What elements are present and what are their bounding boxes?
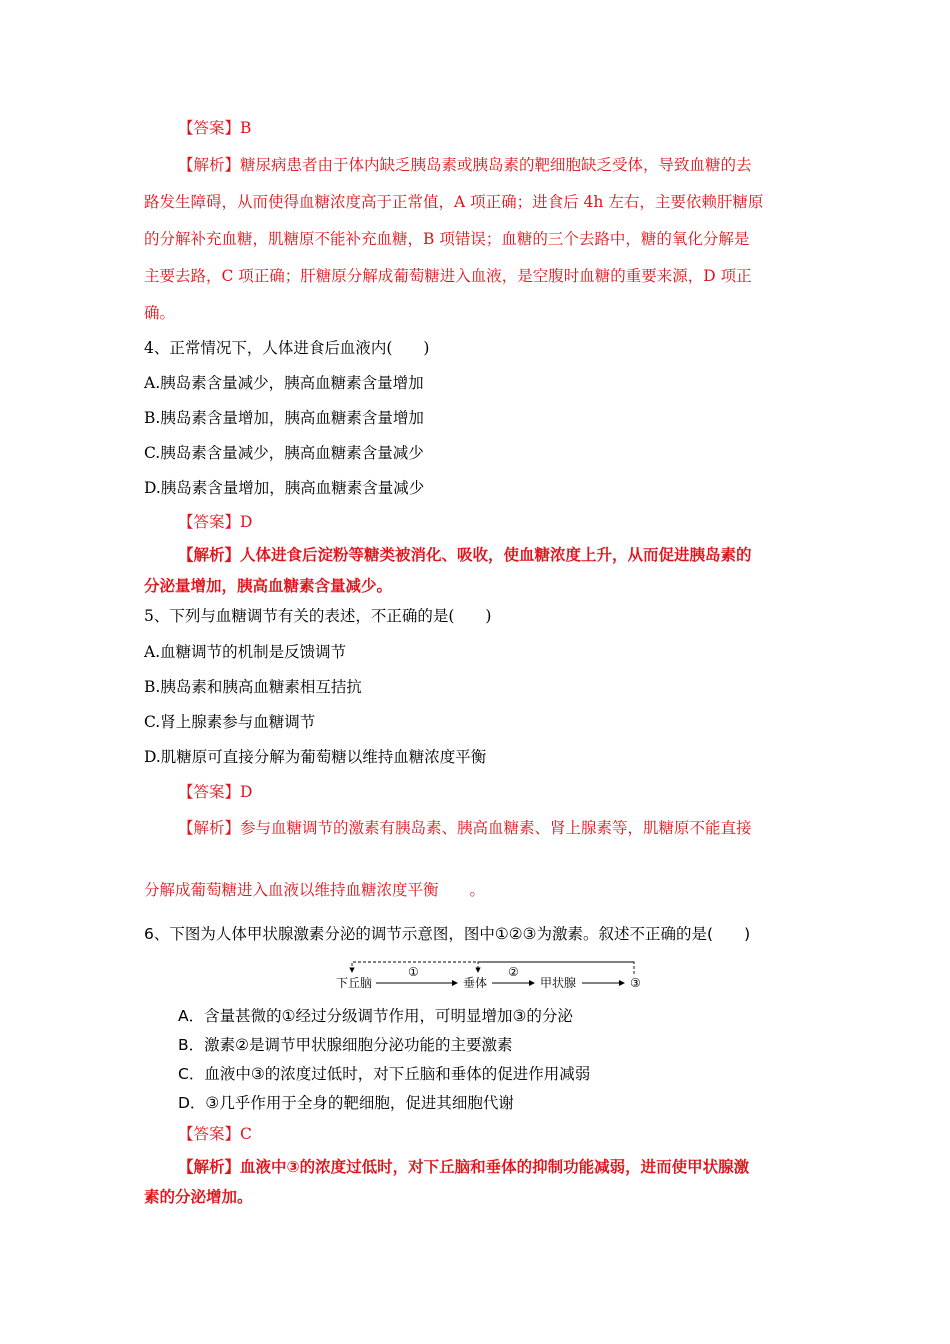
- q3-analysis-line-4: 主要去路，C 项正确；肝糖原分解成葡萄糖进入血液，是空腹时血糖的重要来源，D 项正: [144, 267, 752, 285]
- feedback-dashed-arrow-2: [478, 962, 634, 972]
- node-hypothalamus: 下丘脑: [336, 976, 373, 990]
- q4-option-d: D.胰岛素含量增加，胰高血糖素含量减少: [144, 479, 425, 497]
- q3-analysis-line-3: 的分解补充血糖，肌糖原不能补充血糖，B 项错误；血糖的三个去路中，糖的氧化分解是: [144, 230, 750, 248]
- thyroid-regulation-diagram: [330, 960, 660, 1000]
- node-hormone-3: ③: [630, 976, 641, 990]
- q6-analysis-line-2: 素的分泌增加。: [144, 1188, 253, 1206]
- q3-answer: 【答案】B: [178, 119, 252, 137]
- feedback-dashed-arrow: [352, 962, 634, 974]
- arrow-2-label: ②: [508, 965, 519, 979]
- q6-option-c: C．血液中③的浓度过低时，对下丘脑和垂体的促进作用减弱: [178, 1065, 591, 1083]
- q5-analysis-line-1: 【解析】参与血糖调节的激素有胰岛素、胰高血糖素、肾上腺素等，肌糖原不能直接: [178, 819, 752, 837]
- q3-analysis-line-1: 【解析】糖尿病患者由于体内缺乏胰岛素或胰岛素的靶细胞缺乏受体，导致血糖的去: [178, 156, 752, 174]
- q6-option-b: B．激素②是调节甲状腺细胞分泌功能的主要激素: [178, 1036, 513, 1054]
- q3-analysis-line-2: 路发生障碍，从而使得血糖浓度高于正常值，A 项正确；进食后 4h 左右，主要依赖肝糖原: [144, 193, 764, 211]
- q3-analysis-line-5: 确。: [144, 304, 176, 322]
- q6-answer: 【答案】C: [178, 1125, 252, 1143]
- q4-option-c: C.胰岛素含量减少，胰高血糖素含量减少: [144, 444, 424, 462]
- q4-question: 4、正常情况下，人体进食后血液内( ): [144, 339, 430, 357]
- q6-option-a: A．含量甚微的①经过分级调节作用，可明显增加③的分泌: [178, 1007, 573, 1025]
- q4-analysis-line-2: 分泌量增加，胰高血糖素含量减少。: [144, 577, 393, 595]
- q4-analysis-line-1: 【解析】人体进食后淀粉等糖类被消化、吸收，使血糖浓度上升，从而促进胰岛素的: [178, 546, 752, 564]
- q6-option-d: D．③几乎作用于全身的靶细胞，促进其细胞代谢: [178, 1094, 514, 1112]
- q5-analysis-line-2: 分解成葡萄糖进入血液以维持血糖浓度平衡 。: [144, 881, 486, 899]
- arrow-1-label: ①: [408, 965, 419, 979]
- q6-question: 6、下图为人体甲状腺激素分泌的调节示意图，图中①②③为激素。叙述不正确的是( ): [144, 925, 751, 943]
- q5-answer: 【答案】D: [178, 783, 253, 801]
- q4-answer: 【答案】D: [178, 513, 253, 531]
- q4-option-b: B.胰岛素含量增加，胰高血糖素含量增加: [144, 409, 424, 427]
- q5-option-d: D.肌糖原可直接分解为葡萄糖以维持血糖浓度平衡: [144, 748, 487, 766]
- node-thyroid: 甲状腺: [540, 976, 577, 990]
- q5-option-b: B.胰岛素和胰高血糖素相互拮抗: [144, 678, 362, 696]
- node-pituitary: 垂体: [463, 976, 488, 990]
- q5-question: 5、下列与血糖调节有关的表述，不正确的是( ): [144, 607, 492, 625]
- q5-option-c: C.肾上腺素参与血糖调节: [144, 713, 316, 731]
- q4-option-a: A.胰岛素含量减少，胰高血糖素含量增加: [144, 374, 424, 392]
- q5-option-a: A.血糖调节的机制是反馈调节: [144, 643, 347, 661]
- q6-analysis-line-1: 【解析】血液中③的浓度过低时，对下丘脑和垂体的抑制功能减弱，进而使甲状腺激: [178, 1158, 750, 1176]
